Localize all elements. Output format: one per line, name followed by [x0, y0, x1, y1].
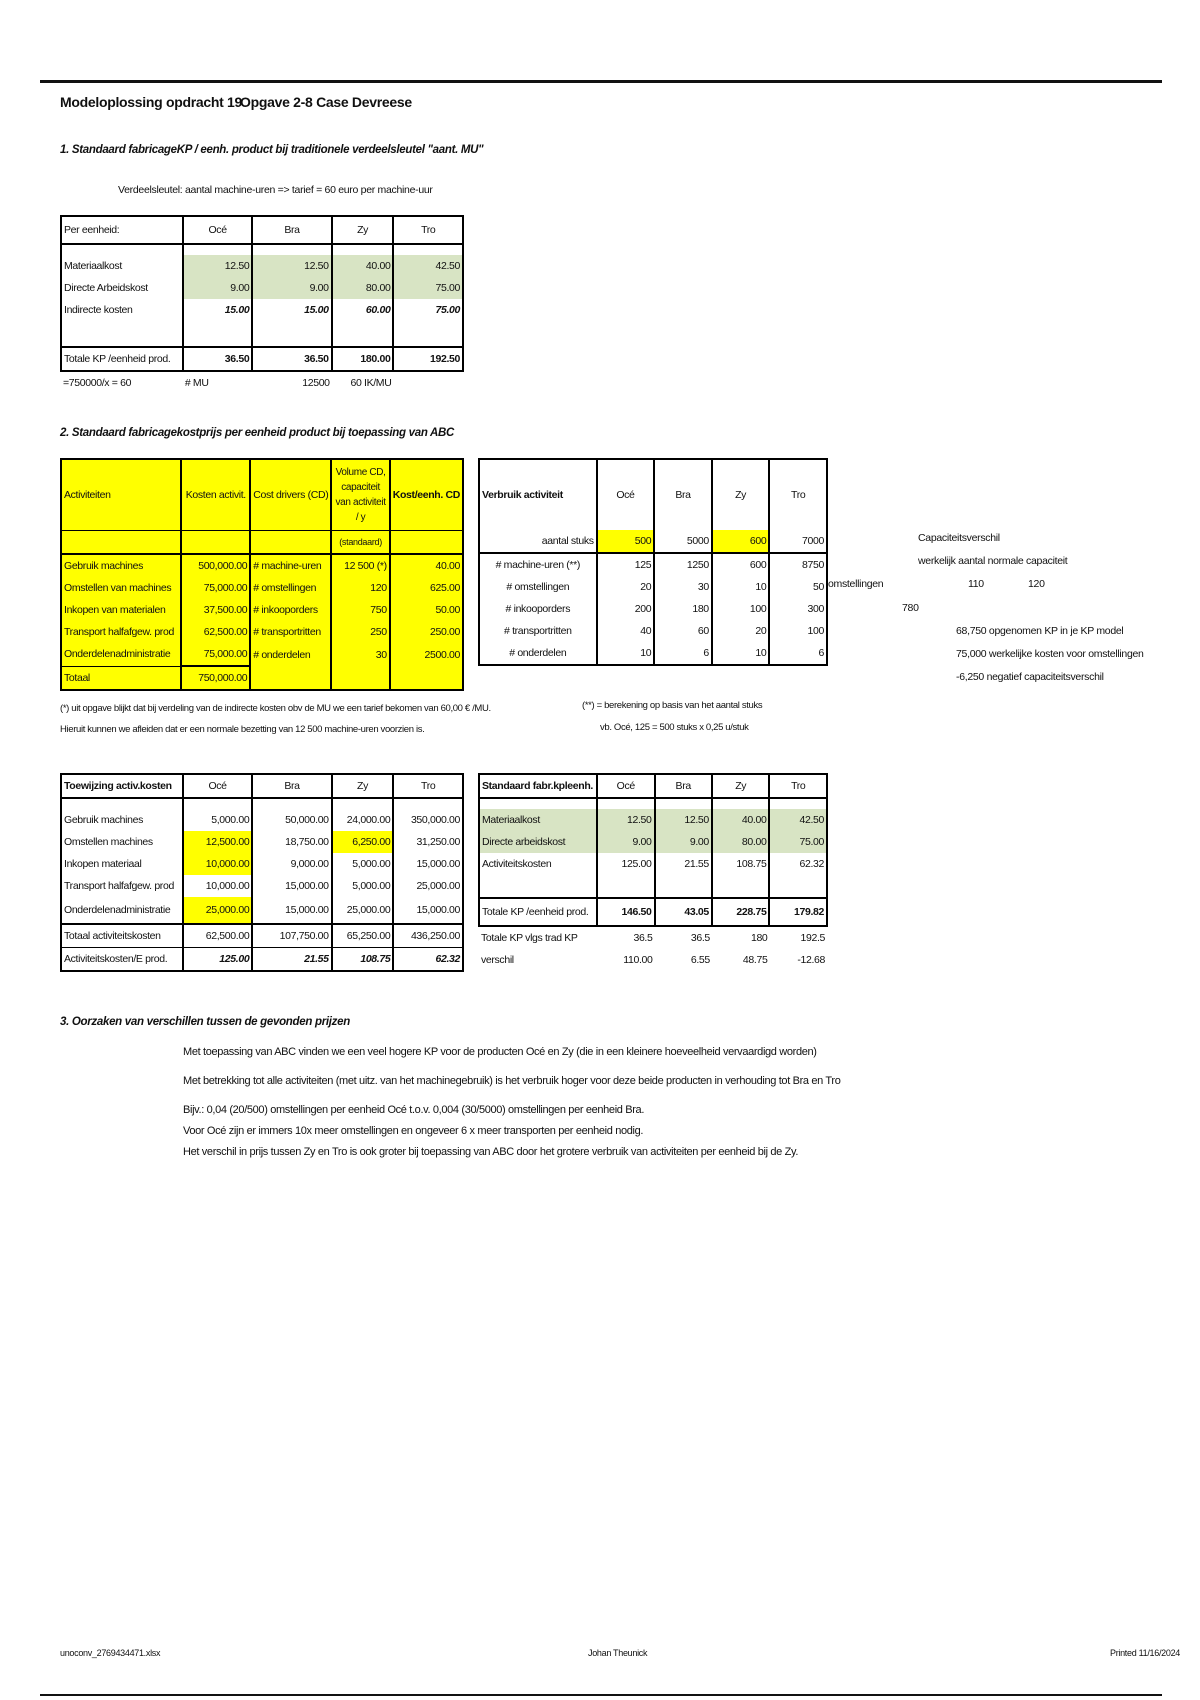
mu-value: 12500	[302, 377, 330, 389]
row-label: # machine-uren (**)	[479, 553, 597, 576]
top-rule	[40, 80, 1162, 83]
capacity-omstellingen: omstellingen	[828, 578, 884, 590]
activity-note-2: Hieruit kunnen we afleiden dat er een normale bezetting van 12 500 machine-uren voorzien is.	[60, 724, 425, 735]
col-header: Zy	[332, 216, 394, 244]
cell: 6	[654, 642, 712, 665]
col-header: Tro	[393, 216, 463, 244]
ik-mu: 60 IK/MU	[350, 377, 392, 389]
cell: 75,000.00	[181, 643, 250, 666]
cell: 10,000.00	[183, 853, 252, 875]
col-header: Activiteiten	[61, 459, 181, 531]
table-row	[61, 831, 463, 853]
cell: 180	[750, 932, 768, 944]
col-header: Standaard fabr.kpleenh.	[479, 774, 597, 798]
table-row	[61, 277, 463, 299]
cell: 48.75	[742, 954, 768, 966]
col-header: Zy	[332, 774, 394, 798]
col-header: Toewijzing activ.kosten	[61, 774, 183, 798]
col-header: Bra	[252, 774, 331, 798]
section3-heading: 3. Oorzaken van verschillen tussen de gevonden prijzen	[60, 1016, 350, 1028]
cell: 7000	[769, 530, 827, 553]
cell: 100	[769, 620, 827, 642]
section1-heading: 1. Standaard fabricageKP / eenh. product bij traditionele verdeelsleutel "aant. MU"	[60, 144, 484, 156]
cell: 50	[769, 576, 827, 598]
traditional-cost-table	[60, 215, 464, 394]
cell: # transportritten	[250, 621, 331, 643]
col-header: Tro	[393, 774, 463, 798]
cell: 125.00	[597, 853, 655, 875]
cell: 15,000.00	[393, 853, 463, 875]
table-row	[479, 949, 827, 971]
explanation-line: Het verschil in prijs tussen Zy en Tro is ook groter bij toepassing van ABC door het grotere verbruik van activiteiten per eenheid bij de Zy.	[183, 1146, 799, 1158]
cell: 15.00	[183, 299, 252, 321]
cell: 50,000.00	[252, 809, 331, 831]
col-header: Per eenheid:	[61, 216, 183, 244]
col-header: Verbruik activiteit	[479, 459, 597, 530]
cell: 42.50	[769, 809, 827, 831]
cell: 250	[331, 621, 389, 643]
cell: 12.50	[597, 809, 655, 831]
cell: 30	[331, 643, 389, 666]
cell: # inkooporders	[250, 599, 331, 621]
cell: 5,000.00	[332, 875, 394, 897]
cell: 6,250.00	[332, 831, 394, 853]
cell: 9.00	[252, 277, 331, 299]
cell: 125.00	[183, 948, 252, 972]
cell: 20	[712, 620, 770, 642]
table-row	[61, 875, 463, 897]
standard-cost-table	[478, 773, 828, 971]
cell: 36.5	[633, 932, 653, 944]
row-label: Totaal activiteitskosten	[61, 924, 183, 948]
cell: # onderdelen	[250, 643, 331, 666]
cell: 40.00	[332, 255, 394, 277]
cell: 625.00	[390, 577, 463, 599]
cell: 10	[712, 576, 770, 598]
table-row	[61, 554, 463, 577]
row-label: Totale KP vlgs trad KP	[481, 932, 578, 944]
cell: 36.5	[690, 932, 710, 944]
capacity-subtitle: werkelijk aantal normale capaciteit	[918, 555, 1068, 567]
cell: 42.50	[393, 255, 463, 277]
page-title: Modeloplossing opdracht 19	[60, 94, 242, 110]
footer-author: Johan Theunick	[588, 1648, 648, 1658]
usage-note-1: (**) = berekening op basis van het aantal stuks	[582, 700, 763, 711]
row-label: aantal stuks	[479, 530, 597, 553]
table-row	[61, 299, 463, 321]
col-header: Océ	[183, 216, 252, 244]
row-label: Omstellen van machines	[61, 577, 181, 599]
usage-table	[478, 458, 828, 666]
cell: 228.75	[712, 898, 770, 926]
total-row	[61, 666, 463, 690]
capacity-title: Capaciteitsverschil	[918, 532, 1000, 544]
cell: 180.00	[332, 347, 394, 371]
cell: 108.75	[332, 948, 394, 972]
row-label: Totaal	[61, 666, 181, 690]
row-label: Materiaalkost	[61, 255, 183, 277]
explanation-line: Bijv.: 0,04 (20/500) omstellingen per eenheid Océ t.o.v. 0,004 (30/5000) omstellingen per eenheid Bra.	[183, 1104, 645, 1116]
table-row	[61, 643, 463, 666]
cell: 9.00	[597, 831, 655, 853]
explanation	[183, 1042, 840, 1163]
row-label: # transportritten	[479, 620, 597, 642]
cell: 43.05	[655, 898, 712, 926]
cell: 600	[712, 530, 770, 553]
row-label: Onderdelenadministratie	[61, 643, 181, 666]
cell: 21.55	[252, 948, 331, 972]
cell: 75.00	[393, 277, 463, 299]
activity-note-1: (*) uit opgave blijkt dat bij verdeling van de indirecte kosten obv de MU we een tarief bekomen van 60,00 € /MU.	[60, 703, 491, 714]
capacity-780: 780	[902, 602, 919, 614]
cell: 300	[769, 598, 827, 620]
capacity-line-2: 75,000 werkelijke kosten voor omstellingen	[956, 648, 1144, 660]
cell: 9,000.00	[252, 853, 331, 875]
row-label: Directe Arbeidskost	[61, 277, 183, 299]
cell: 750,000.00	[181, 666, 250, 690]
section2-heading: 2. Standaard fabricagekostprijs per eenheid product bij toepassing van ABC	[60, 427, 455, 439]
row-label: Gebruik machines	[61, 554, 181, 577]
row-label: Indirecte kosten	[61, 299, 183, 321]
table-row	[61, 809, 463, 831]
col-header: Kosten activit.	[181, 459, 250, 531]
cell: 18,750.00	[252, 831, 331, 853]
table-row	[479, 530, 827, 553]
cell: 75.00	[393, 299, 463, 321]
cell: 110.00	[623, 954, 653, 966]
col-header: Tro	[769, 774, 827, 798]
usage-note-2: vb. Océ, 125 = 500 stuks x 0,25 u/stuk	[600, 722, 749, 733]
row-label: Activiteitskosten/E prod.	[61, 948, 183, 972]
table-row	[61, 621, 463, 643]
cell: 60.00	[332, 299, 394, 321]
cell: 30	[654, 576, 712, 598]
row-label: Inkopen materiaal	[61, 853, 183, 875]
col-header: Océ	[597, 774, 655, 798]
table-row	[479, 809, 827, 831]
table-row	[61, 853, 463, 875]
cell: 108.75	[712, 853, 770, 875]
cell: 146.50	[597, 898, 655, 926]
cell: 500	[597, 530, 655, 553]
table-row	[479, 831, 827, 853]
cell: 5,000.00	[183, 809, 252, 831]
cell: 500,000.00	[181, 554, 250, 577]
explanation-line: Voor Océ zijn er immers 10x meer omstellingen en ongeveer 6 x meer transporten per eenheid nodig.	[183, 1125, 644, 1137]
cell: 40	[597, 620, 655, 642]
cell: 21.55	[655, 853, 712, 875]
col-header: Bra	[654, 459, 712, 530]
row-label: Directe arbeidskost	[479, 831, 597, 853]
cell: 62.32	[393, 948, 463, 972]
cell: 25,000.00	[183, 897, 252, 924]
col-header: Tro	[769, 459, 827, 530]
capacity-normal: 120	[1028, 578, 1045, 590]
table-row	[479, 926, 827, 949]
table-row	[479, 620, 827, 642]
cell: 107,750.00	[252, 924, 331, 948]
cell: -12.68	[797, 954, 825, 966]
section1-note: Verdeelsleutel: aantal machine-uren => tarief = 60 euro per machine-uur	[118, 184, 433, 196]
row-label: Totale KP /eenheid prod.	[479, 898, 597, 926]
cell: 62.32	[769, 853, 827, 875]
col-header: Bra	[655, 774, 712, 798]
table-row	[61, 255, 463, 277]
cell: 12 500 (*)	[331, 554, 389, 577]
row-label: # onderdelen	[479, 642, 597, 665]
cell: 12,500.00	[183, 831, 252, 853]
table-row	[61, 599, 463, 621]
cell: 50.00	[390, 599, 463, 621]
cell: 1250	[654, 553, 712, 576]
cell: 20	[597, 576, 655, 598]
capacity-line-3: -6,250 negatief capaciteitsverschil	[956, 671, 1104, 683]
row-label: Activiteitskosten	[479, 853, 597, 875]
cell: 9.00	[655, 831, 712, 853]
cell: 5,000.00	[332, 853, 394, 875]
cell: 200	[597, 598, 655, 620]
cell: 5000	[654, 530, 712, 553]
col-header: Kost/eenh. CD	[390, 459, 463, 531]
col-header: Zy	[712, 459, 770, 530]
cell: 15,000.00	[252, 875, 331, 897]
formula-note: =750000/x = 60	[63, 377, 132, 389]
footer-printed: Printed 11/16/2024	[1110, 1648, 1180, 1658]
cell: 192.50	[393, 347, 463, 371]
cell: 192.5	[800, 932, 825, 944]
total-row	[61, 924, 463, 948]
cell: # machine-uren	[250, 554, 331, 577]
activity-table	[60, 458, 464, 691]
row-label: Transport halfafgew. prod	[61, 621, 181, 643]
cell: 24,000.00	[332, 809, 394, 831]
cell: 120	[331, 577, 389, 599]
cell: 350,000.00	[393, 809, 463, 831]
row-label: Materiaalkost	[479, 809, 597, 831]
cell: 9.00	[183, 277, 252, 299]
table-row	[479, 598, 827, 620]
cell: 15,000.00	[252, 897, 331, 924]
cell: 31,250.00	[393, 831, 463, 853]
row-label: Gebruik machines	[61, 809, 183, 831]
cell: 8750	[769, 553, 827, 576]
capacity-actual: 110	[968, 578, 984, 590]
cell: 40.00	[390, 554, 463, 577]
allocation-table	[60, 773, 464, 972]
table-row	[479, 553, 827, 576]
cell: 12.50	[655, 809, 712, 831]
mu-label: # MU	[184, 377, 209, 389]
cell: 2500.00	[390, 643, 463, 666]
cell: 37,500.00	[181, 599, 250, 621]
cell: 125	[597, 553, 655, 576]
bottom-rule	[40, 1694, 1162, 1696]
cell: 10	[712, 642, 770, 665]
cell: 436,250.00	[393, 924, 463, 948]
row-label: # inkooporders	[479, 598, 597, 620]
cell: 36.50	[183, 347, 252, 371]
cell: 25,000.00	[393, 875, 463, 897]
row-label: verschil	[481, 954, 514, 966]
cell: 750	[331, 599, 389, 621]
cell: 179.82	[769, 898, 827, 926]
cell: 600	[712, 553, 770, 576]
cell: 12.50	[183, 255, 252, 277]
cell: 10,000.00	[183, 875, 252, 897]
standard-label: (standaard)	[331, 531, 389, 555]
cell: 40.00	[712, 809, 770, 831]
table-row	[479, 853, 827, 875]
explanation-line: Met toepassing van ABC vinden we een veel hogere KP voor de producten Océ en Zy (die in een kleinere hoeveelheid vervaardigd worden)	[183, 1046, 817, 1058]
explanation-line: Met betrekking tot alle activiteiten (met uitz. van het machinegebruik) is het verbruik hoger voor deze beide producten in verhouding tot Bra en Tro	[183, 1075, 841, 1087]
cell: 180	[654, 598, 712, 620]
col-header: Zy	[712, 774, 770, 798]
table-row	[61, 577, 463, 599]
row-label: Inkopen van materialen	[61, 599, 181, 621]
col-header: Cost drivers (CD)	[250, 459, 331, 531]
cell: 15.00	[252, 299, 331, 321]
cell: 75.00	[769, 831, 827, 853]
total-row	[479, 898, 827, 926]
cell: 12.50	[252, 255, 331, 277]
footer-filename: unoconv_2769434471.xlsx	[60, 1648, 161, 1658]
cell: 15,000.00	[393, 897, 463, 924]
col-header: Océ	[183, 774, 252, 798]
cell: 65,250.00	[332, 924, 394, 948]
cell: 80.00	[712, 831, 770, 853]
row-label: Totale KP /eenheid prod.	[61, 347, 183, 371]
col-header: Bra	[252, 216, 331, 244]
table-row	[479, 576, 827, 598]
cell: # omstellingen	[250, 577, 331, 599]
row-label: Omstellen machines	[61, 831, 183, 853]
cell: 25,000.00	[332, 897, 394, 924]
row-label: Onderdelenadministratie	[61, 897, 183, 924]
row-label: # omstellingen	[479, 576, 597, 598]
cell: 250.00	[390, 621, 463, 643]
row-label: Transport halfafgew. prod	[61, 875, 183, 897]
cell: 10	[597, 642, 655, 665]
cell: 62,500.00	[183, 924, 252, 948]
capacity-line-1: 68,750 opgenomen KP in je KP model	[956, 625, 1124, 637]
cell: 6.55	[690, 954, 710, 966]
total-row	[61, 347, 463, 371]
table-row	[61, 897, 463, 924]
cell: 100	[712, 598, 770, 620]
col-header: Volume CD, capaciteit van activiteit / y	[331, 459, 389, 531]
table-row	[479, 642, 827, 665]
per-unit-row	[61, 948, 463, 972]
cell: 6	[769, 642, 827, 665]
cell: 75,000.00	[181, 577, 250, 599]
cell: 36.50	[252, 347, 331, 371]
col-header: Océ	[597, 459, 655, 530]
cell: 80.00	[332, 277, 394, 299]
cell: 60	[654, 620, 712, 642]
page-subtitle: Opgave 2-8 Case Devreese	[240, 94, 412, 110]
cell: 62,500.00	[181, 621, 250, 643]
